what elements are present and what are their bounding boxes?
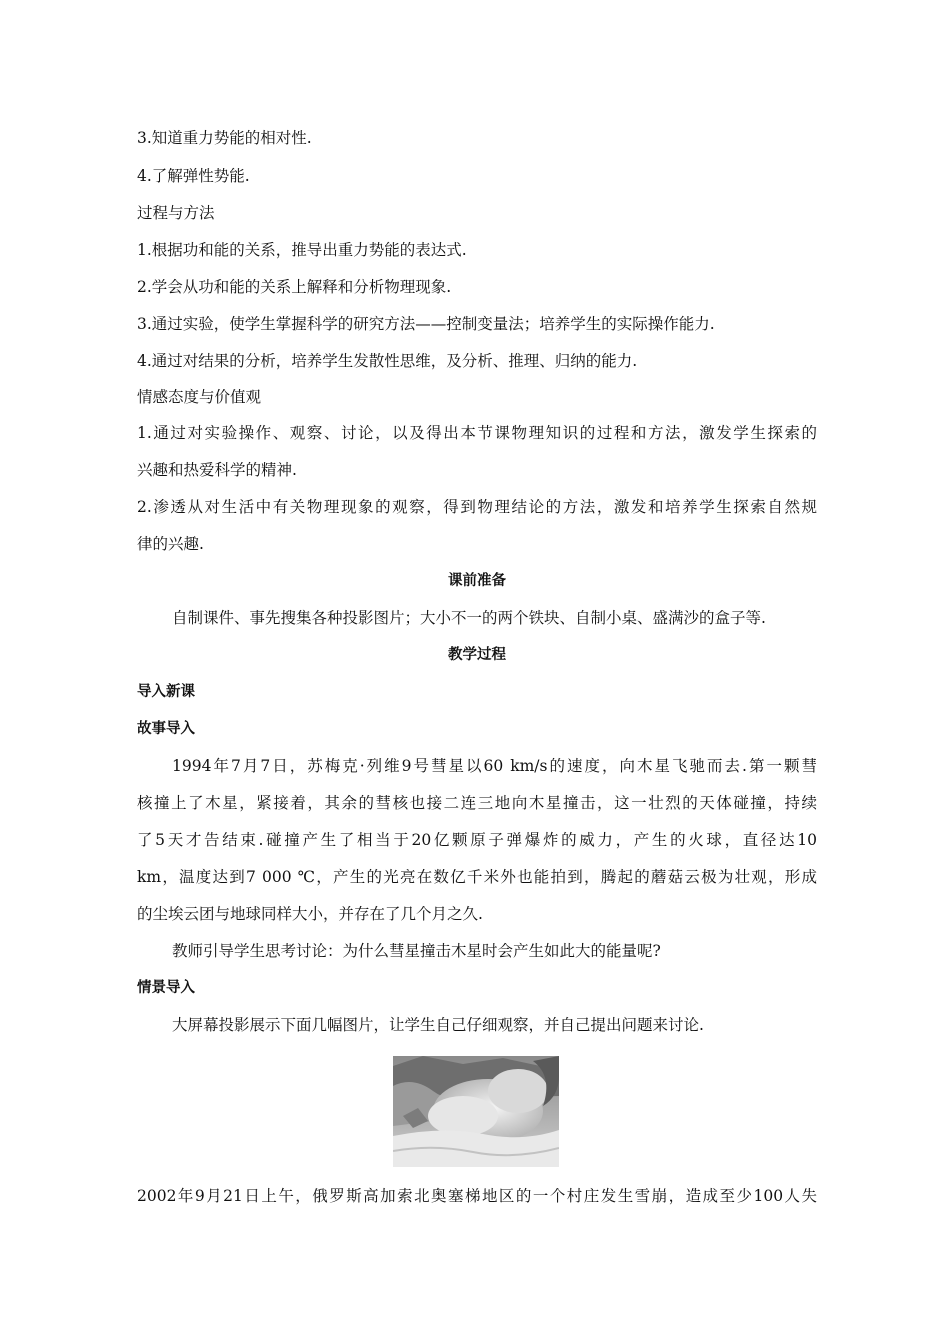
process-heading: 教学过程 [448,647,506,663]
process-item-4: 4.通过对结果的分析，培养学生发散性思维，及分析、推理、归纳的能力. [137,352,638,370]
attitude-item-1-line-2: 兴趣和热爱科学的精神. [137,461,297,479]
story-line-4: km，温度达到7 000 ℃，产生的光亮在数亿千米外也能拍到，腾起的蘑菇云极为壮观，形成 [137,868,817,886]
figure-caption-line: 2002年9月21日上午，俄罗斯高加索北奥塞梯地区的一个村庄发生雪崩，造成至少100人失 [137,1187,817,1205]
prep-text: 自制课件、事先搜集各种投影图片；大小不一的两个铁块、自制小桌、盛满沙的盒子等. [172,609,766,627]
story-line-3: 了5天才告结束.碰撞产生了相当于20亿颗原子弹爆炸的威力，产生的火球，直径达10 [137,831,817,849]
scene-heading: 情景导入 [137,980,195,996]
attitude-item-2-line-1: 2.渗透从对生活中有关物理现象的观察，得到物理结论的方法，激发和培养学生探索自然规 [137,498,817,516]
story-line-2: 核撞上了木星，紧接着，其余的彗核也接二连三地向木星撞击，这一壮烈的天体碰撞，持续 [137,794,817,812]
attitude-heading: 情感态度与价值观 [137,388,262,406]
prep-heading: 课前准备 [448,573,506,589]
objective-line-3: 3.知道重力势能的相对性. [137,129,312,147]
story-line-1: 1994年7月7日，苏梅克·列维9号彗星以60 km/s的速度，向木星飞驰而去.第一颗彗 [172,757,817,775]
intro-heading: 导入新课 [137,684,195,700]
process-item-3: 3.通过实验，使学生掌握科学的研究方法——控制变量法；培养学生的实际操作能力. [137,315,715,333]
process-item-2: 2.学会从功和能的关系上解释和分析物理现象. [137,278,452,296]
avalanche-photo-icon [393,1056,559,1167]
objective-line-4: 4.了解弹性势能. [137,167,250,185]
process-item-1: 1.根据功和能的关系，推导出重力势能的表达式. [137,241,467,259]
attitude-item-2-line-2: 律的兴趣. [137,535,204,553]
story-heading: 故事导入 [137,721,195,737]
scene-text: 大屏幕投影展示下面几幅图片，让学生自己仔细观察，并自己提出问题来讨论. [172,1016,704,1034]
attitude-item-1-line-1: 1.通过对实验操作、观察、讨论，以及得出本节课物理知识的过程和方法，激发学生探索的 [137,424,817,442]
process-method-heading: 过程与方法 [137,204,215,222]
story-line-5: 的尘埃云团与地球同样大小，并存在了几个月之久. [137,905,483,923]
teacher-question: 教师引导学生思考讨论：为什么彗星撞击木星时会产生如此大的能量呢? [172,942,661,960]
